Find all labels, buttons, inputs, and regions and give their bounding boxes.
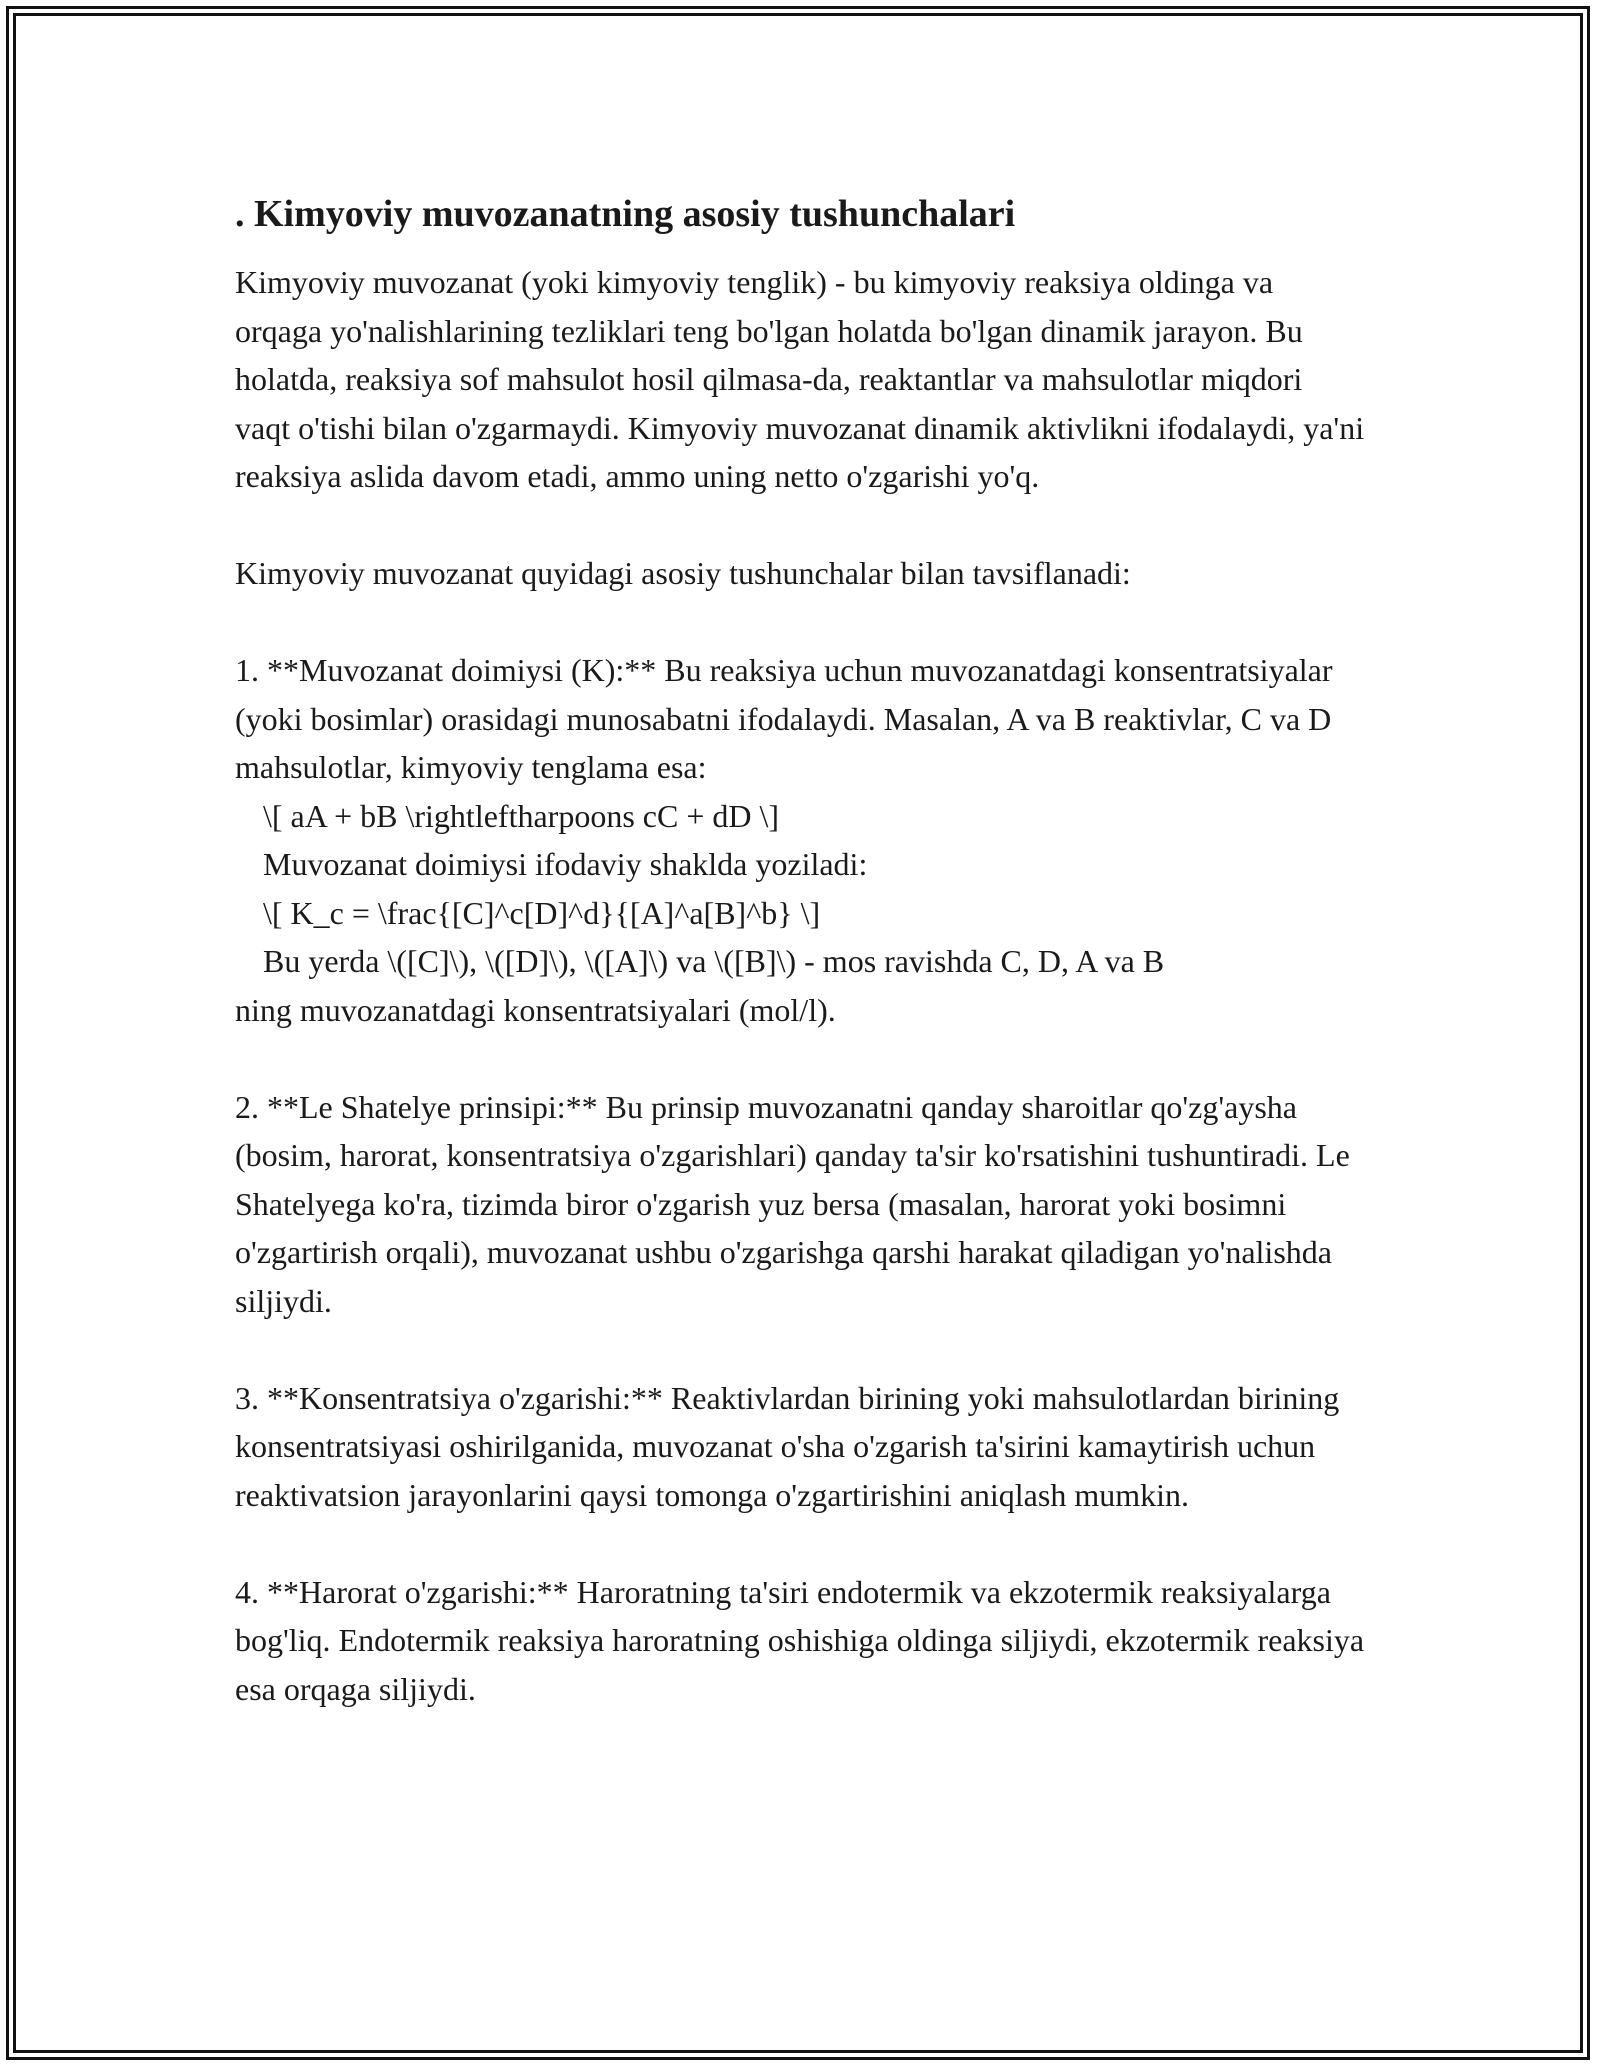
list-item-subline: ning muvozanatdagi konsentratsiyalari (mol/l). [235, 991, 836, 1028]
lead-paragraph: Kimyoviy muvozanat quyidagi asosiy tushunchalar bilan tavsiflanadi: [235, 555, 1131, 591]
list-item-temperature: 4. **Harorat o'zgarishi:** Haroratning ta'siri endotermik va ekzotermik reaksiyalarga bog'liq. Endotermik reaksiya haroratning oshishiga oldinga siljiydi, ekzotermik reaksiya esa orqaga siljiydi. [235, 1573, 1373, 1707]
list-item-subline: Muvozanat doimiysi ifodaviy shaklda yoziladi: [263, 846, 868, 882]
equation-constant: \[ K_c = \frac{[C]^c[D]^d}{[A]^a[B]^b} \] [263, 894, 821, 931]
list-item-equilibrium-constant [235, 646, 1365, 1034]
intro-paragraph: Kimyoviy muvozanat (yoki kimyoviy tenglik) - bu kimyoviy reaksiya oldinga va orqaga yo'nalishlarining tezliklari teng bo'lgan holatda bo'lgan dinamik jarayon. Bu holatda, reaksiya sof mahsulot hosil qilmasa-da, reaktantlar va mahsulotlar miqdori vaqt o'tishi bilan o'zgarmaydi. Kimyoviy muvozanat dinamik aktivlikni ifodalaydi, ya'ni reaksiya aslida davom etadi, ammo uning netto o'zgarishi yo'q. [235, 264, 1373, 494]
list-item-subline: Bu yerda \([C]\), \([D]\), \([A]\) va \([B]\) - mos ravishda C, D, A va B [263, 943, 1165, 979]
document-title: . Kimyoviy muvozanatning asosiy tushunchalari [235, 193, 1016, 235]
equation-reaction: \[ aA + bB \rightleftharpoons cC + dD \] [263, 797, 780, 834]
document-body [235, 188, 1373, 1713]
list-item-le-chatelier: 2. **Le Shatelye prinsipi:** Bu prinsip muvozanatni qanday sharoitlar qo'zg'aysha (bosim, harorat, konsentratsiya o'zgarishlari) qanday ta'sir ko'rsatishini tushuntiradi. Le Shatelyega ko'ra, tizimda biror o'zgarish yuz bersa (masalan, harorat yoki bosimni o'zgartirish orqali), muvozanat ushbu o'zgarishga qarshi harakat qiladigan yo'nalishda siljiydi. [235, 1088, 1358, 1319]
list-item-text: 1. **Muvozanat doimiysi (K):** Bu reaksiya uchun muvozanatdagi konsentratsiyalar (yoki bosimlar) orasidagi munosabatni ifodalaydi. Masalan, A va B reaktivlar, C va D mahsulotlar, kimyoviy tenglama esa: [235, 652, 1341, 785]
list-item-concentration: 3. **Konsentratsiya o'zgarishi:** Reaktivlardan birining yoki mahsulotlardan birining konsentratsiyasi oshirilganida, muvozanat o'sha o'zgarish ta'sirini kamaytirish uchun reaktivatsion jarayonlarini qaysi tomonga o'zgartirishini aniqlash mumkin. [235, 1379, 1348, 1513]
